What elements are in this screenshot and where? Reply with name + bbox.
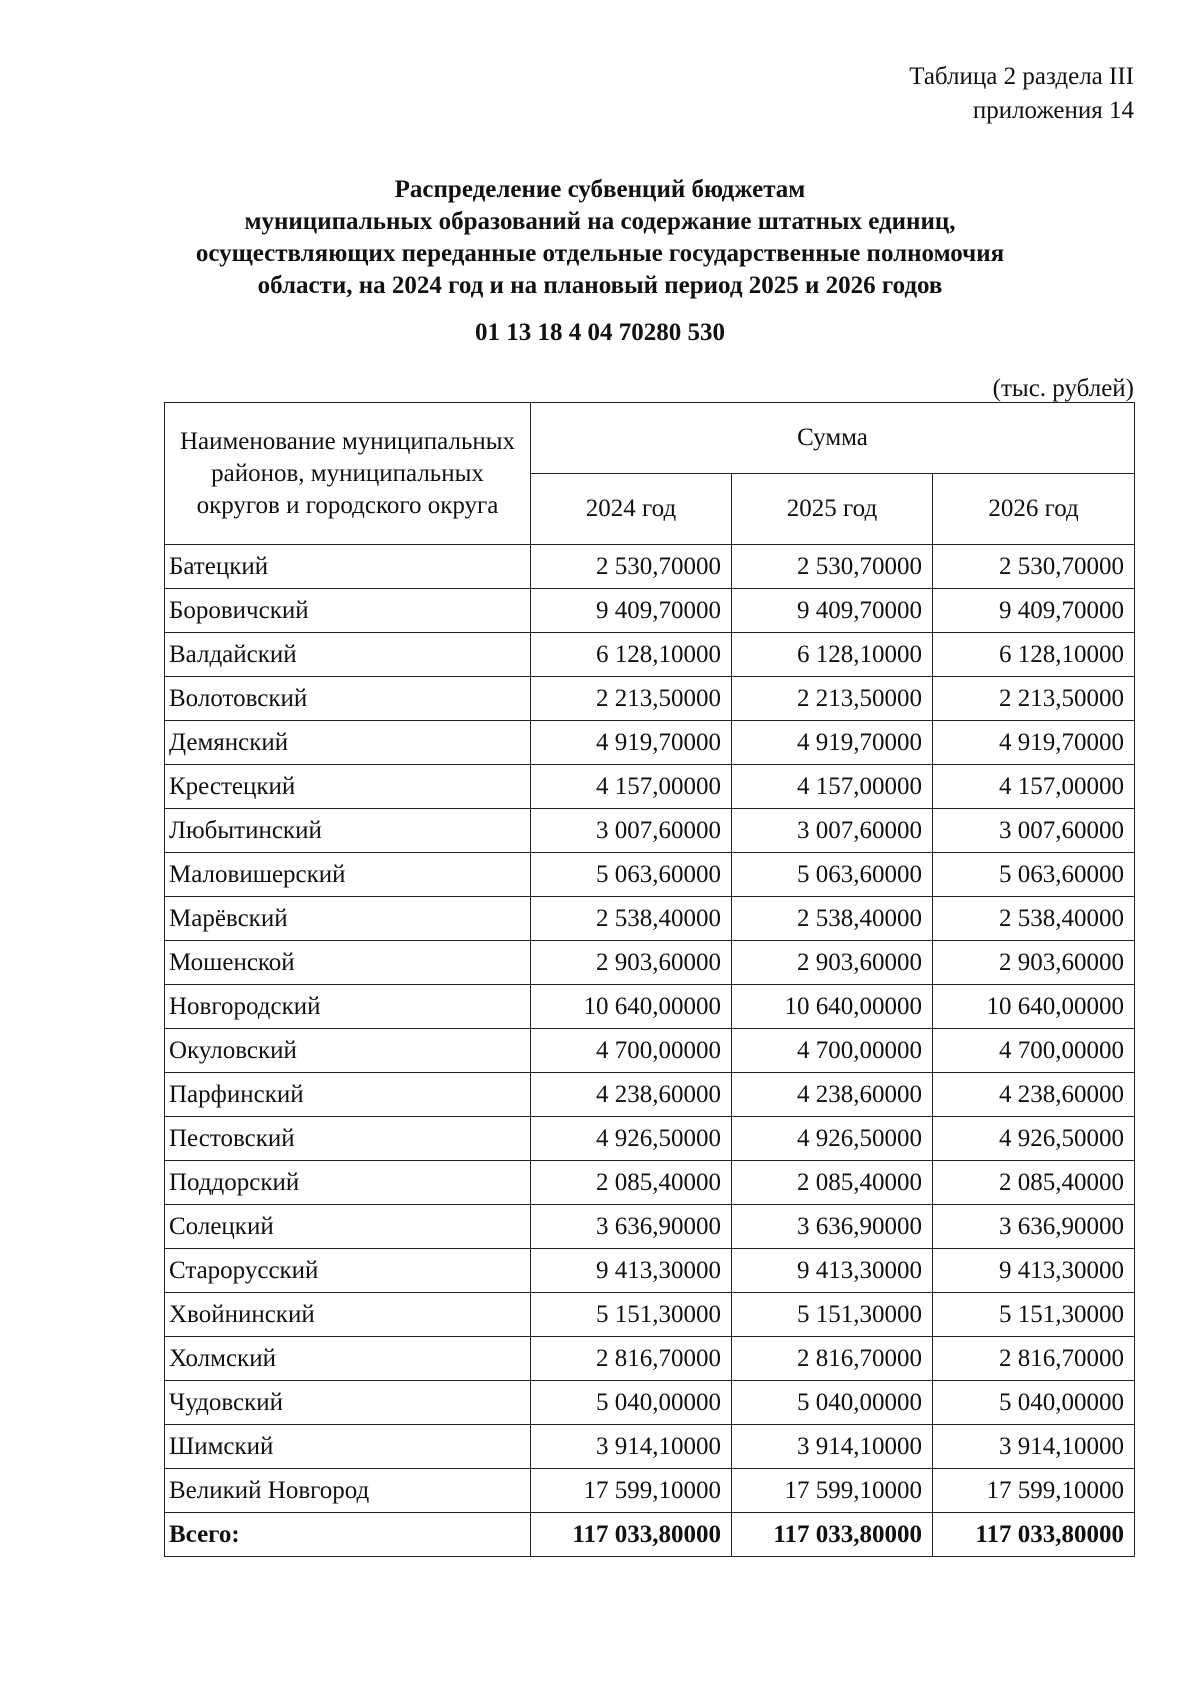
amount-2025: 17 599,10000: [732, 1469, 933, 1513]
table-row: [165, 1117, 1135, 1161]
amount-2026: 2 085,40000: [933, 1161, 1135, 1205]
amount-2026: 10 640,00000: [933, 985, 1135, 1029]
amount-2024: 17 599,10000: [531, 1469, 732, 1513]
amount-2026: 3 636,90000: [933, 1205, 1135, 1249]
district-name: Любытинский: [165, 809, 531, 853]
district-name: Чудовский: [165, 1381, 531, 1425]
amount-2024: 9 409,70000: [531, 589, 732, 633]
amount-2025: 3 914,10000: [732, 1425, 933, 1469]
amount-2024: 2 085,40000: [531, 1161, 732, 1205]
district-name: Солецкий: [165, 1205, 531, 1249]
amount-2025: 5 063,60000: [732, 853, 933, 897]
table-row: [165, 1205, 1135, 1249]
district-name: Валдайский: [165, 633, 531, 677]
district-name: Боровичский: [165, 589, 531, 633]
amount-2024: 4 926,50000: [531, 1117, 732, 1161]
district-name: Окуловский: [165, 1029, 531, 1073]
header-name: Наименование муниципальных районов, муниципальных округов и городского округа: [165, 403, 531, 545]
district-name: Старорусский: [165, 1249, 531, 1293]
amount-2024: 10 640,00000: [531, 985, 732, 1029]
total-2025: 117 033,80000: [732, 1513, 933, 1557]
title-line-3: осуществляющих переданные отдельные государственные полномочия: [195, 240, 1005, 267]
document-title: [100, 174, 1100, 302]
amount-2026: 9 409,70000: [933, 589, 1135, 633]
table-row: [165, 853, 1135, 897]
table-header: [165, 403, 1135, 545]
table-row: [165, 1073, 1135, 1117]
amount-2026: 4 926,50000: [933, 1117, 1135, 1161]
amount-2024: 6 128,10000: [531, 633, 732, 677]
district-name: Батецкий: [165, 545, 531, 589]
amount-2026: 3 007,60000: [933, 809, 1135, 853]
table-body: [165, 545, 1135, 1513]
district-name: Пестовский: [165, 1117, 531, 1161]
amount-2025: 4 700,00000: [732, 1029, 933, 1073]
amount-2026: 6 128,10000: [933, 633, 1135, 677]
amount-2025: 9 409,70000: [732, 589, 933, 633]
amount-2024: 3 007,60000: [531, 809, 732, 853]
amount-2025: 2 538,40000: [732, 897, 933, 941]
distribution-table: [164, 402, 1135, 1557]
title-line-1: Распределение субвенций бюджетам: [394, 176, 806, 203]
table-row: [165, 765, 1135, 809]
amount-2024: 2 530,70000: [531, 545, 732, 589]
amount-2025: 6 128,10000: [732, 633, 933, 677]
total-label: Всего:: [165, 1513, 531, 1557]
amount-2026: 2 538,40000: [933, 897, 1135, 941]
district-name: Хвойнинский: [165, 1293, 531, 1337]
amount-2025: 2 816,70000: [732, 1337, 933, 1381]
district-name: Парфинский: [165, 1073, 531, 1117]
table-row: [165, 1249, 1135, 1293]
district-name: Мошенской: [165, 941, 531, 985]
amount-2026: 3 914,10000: [933, 1425, 1135, 1469]
amount-2026: 9 413,30000: [933, 1249, 1135, 1293]
amount-2025: 3 636,90000: [732, 1205, 933, 1249]
amount-2026: 4 700,00000: [933, 1029, 1135, 1073]
table-row: [165, 897, 1135, 941]
district-name: Демянский: [165, 721, 531, 765]
amount-2025: 10 640,00000: [732, 985, 933, 1029]
table-row: [165, 1381, 1135, 1425]
district-name: Шимский: [165, 1425, 531, 1469]
table-row: [165, 589, 1135, 633]
amount-2024: 2 213,50000: [531, 677, 732, 721]
reference-line-1: Таблица 2 раздела III: [909, 63, 1134, 90]
amount-2026: 4 157,00000: [933, 765, 1135, 809]
amount-2025: 5 040,00000: [732, 1381, 933, 1425]
amount-2026: 4 919,70000: [933, 721, 1135, 765]
total-row: [165, 1513, 1135, 1557]
table-row: [165, 1029, 1135, 1073]
header-year-2024: 2024 год: [531, 474, 732, 545]
district-name: Маловишерский: [165, 853, 531, 897]
amount-2025: 3 007,60000: [732, 809, 933, 853]
amount-2024: 2 903,60000: [531, 941, 732, 985]
table-row: [165, 721, 1135, 765]
table-row: [165, 1469, 1135, 1513]
amount-2025: 4 238,60000: [732, 1073, 933, 1117]
district-name: Новгородский: [165, 985, 531, 1029]
amount-2024: 4 157,00000: [531, 765, 732, 809]
reference-line-2: приложения 14: [972, 97, 1134, 124]
amount-2024: 3 914,10000: [531, 1425, 732, 1469]
units-note: (тыс. рублей): [992, 375, 1134, 402]
document-reference: [909, 60, 1134, 128]
total-2026: 117 033,80000: [933, 1513, 1135, 1557]
table-row: [165, 1425, 1135, 1469]
amount-2025: 4 926,50000: [732, 1117, 933, 1161]
title-line-2: муниципальных образований на содержание штатных единиц,: [244, 208, 956, 235]
district-name: Холмский: [165, 1337, 531, 1381]
amount-2024: 4 238,60000: [531, 1073, 732, 1117]
district-name: Великий Новгород: [165, 1469, 531, 1513]
budget-code: 01 13 18 4 04 70280 530: [475, 319, 725, 346]
amount-2025: 2 530,70000: [732, 545, 933, 589]
table-row: [165, 545, 1135, 589]
amount-2026: 5 151,30000: [933, 1293, 1135, 1337]
table-row: [165, 633, 1135, 677]
table-row: [165, 1161, 1135, 1205]
amount-2024: 3 636,90000: [531, 1205, 732, 1249]
header-sum: Сумма: [531, 403, 1135, 474]
amount-2024: 4 919,70000: [531, 721, 732, 765]
amount-2024: 2 816,70000: [531, 1337, 732, 1381]
amount-2024: 9 413,30000: [531, 1249, 732, 1293]
district-name: Поддорский: [165, 1161, 531, 1205]
amount-2025: 2 213,50000: [732, 677, 933, 721]
amount-2025: 4 919,70000: [732, 721, 933, 765]
amount-2024: 5 151,30000: [531, 1293, 732, 1337]
amount-2025: 9 413,30000: [732, 1249, 933, 1293]
header-year-2026: 2026 год: [933, 474, 1135, 545]
amount-2026: 2 816,70000: [933, 1337, 1135, 1381]
amount-2024: 5 040,00000: [531, 1381, 732, 1425]
total-2024: 117 033,80000: [531, 1513, 732, 1557]
amount-2026: 2 530,70000: [933, 545, 1135, 589]
amount-2024: 4 700,00000: [531, 1029, 732, 1073]
table-row: [165, 677, 1135, 721]
table-row: [165, 985, 1135, 1029]
amount-2026: 4 238,60000: [933, 1073, 1135, 1117]
amount-2026: 2 213,50000: [933, 677, 1135, 721]
table-row: [165, 809, 1135, 853]
amount-2025: 4 157,00000: [732, 765, 933, 809]
table-row: [165, 1293, 1135, 1337]
amount-2026: 5 040,00000: [933, 1381, 1135, 1425]
amount-2025: 2 903,60000: [732, 941, 933, 985]
amount-2024: 5 063,60000: [531, 853, 732, 897]
header-year-2025: 2025 год: [732, 474, 933, 545]
table-row: [165, 941, 1135, 985]
amount-2026: 2 903,60000: [933, 941, 1135, 985]
title-line-4: области, на 2024 год и на плановый период 2025 и 2026 годов: [257, 272, 943, 299]
district-name: Крестецкий: [165, 765, 531, 809]
amount-2025: 2 085,40000: [732, 1161, 933, 1205]
district-name: Волотовский: [165, 677, 531, 721]
table-row: [165, 1337, 1135, 1381]
district-name: Марёвский: [165, 897, 531, 941]
amount-2024: 2 538,40000: [531, 897, 732, 941]
amount-2025: 5 151,30000: [732, 1293, 933, 1337]
amount-2026: 17 599,10000: [933, 1469, 1135, 1513]
amount-2026: 5 063,60000: [933, 853, 1135, 897]
